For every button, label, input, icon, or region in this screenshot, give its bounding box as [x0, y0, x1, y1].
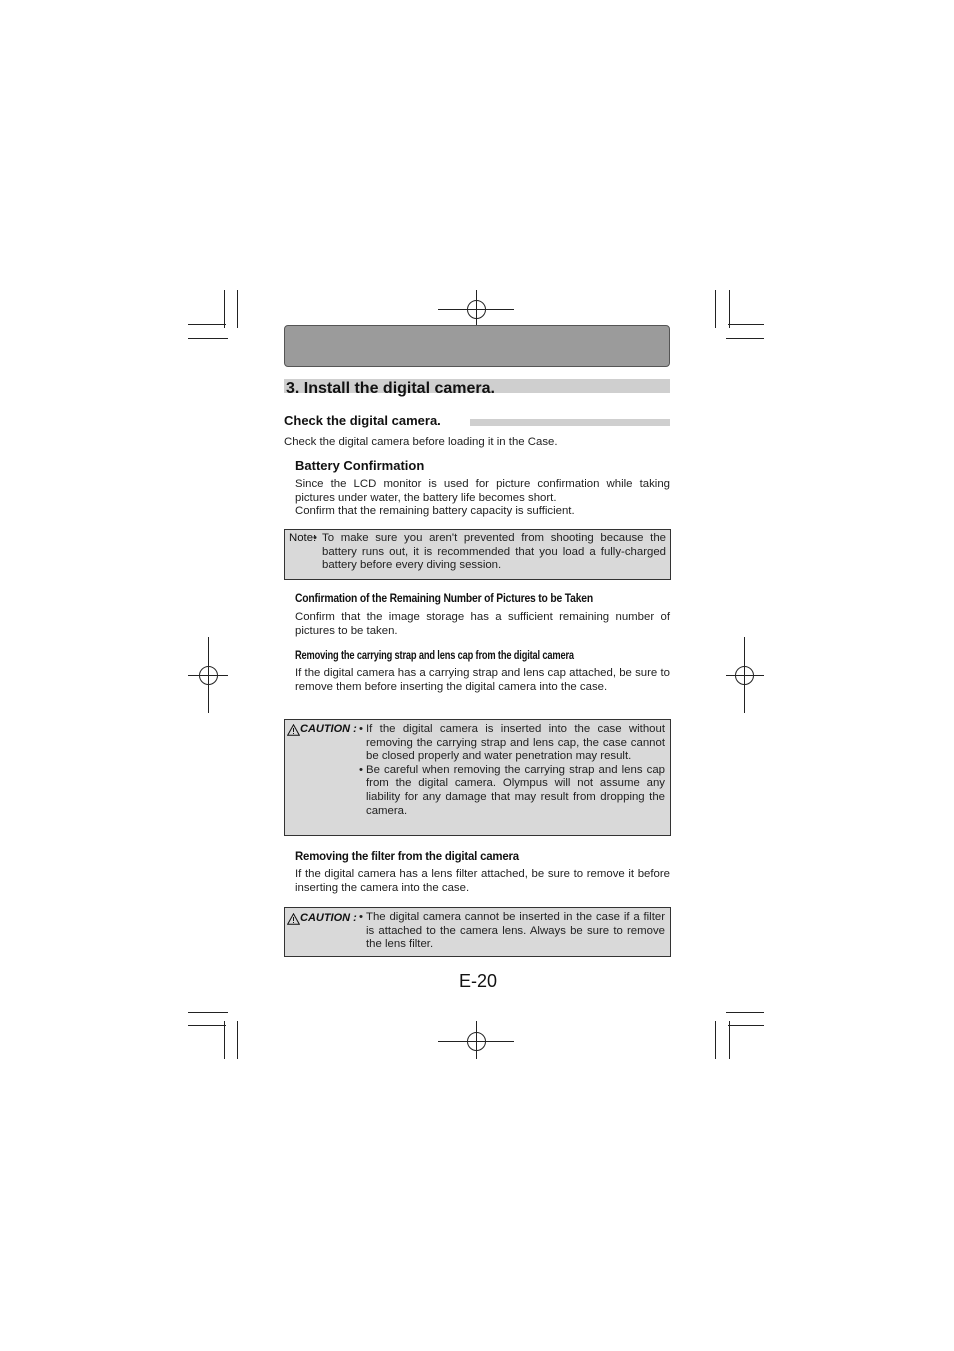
check-heading-bar — [470, 419, 670, 426]
section-title: 3. Install the digital camera. — [286, 380, 495, 397]
caution-box-1 — [284, 719, 671, 836]
caution-1-item-1: • If the digital camera is inserted into the case without removing the carrying strap and lens cap, the case cannot be closed properly and water penetration may result. — [359, 723, 665, 764]
remaining-body: Confirm that the image storage has a sufficient remaining number of pictures to be taken. — [295, 611, 670, 637]
caution-box-2 — [284, 907, 671, 957]
caution-1-item-2: • Be careful when removing the carrying strap and lens cap from the digital camera. Olympus will not assume any liability for any damage that may result from dropping the camera. — [359, 764, 665, 818]
filter-heading: Removing the filter from the digital camera — [295, 849, 519, 863]
battery-body-line-2: Confirm that the remaining battery capacity is sufficient. — [295, 505, 575, 518]
battery-body-line-1: Since the LCD monitor is used for picture confirmation while taking pictures under water, the battery life becomes short. — [295, 478, 670, 504]
caution-bullets-2 — [359, 911, 665, 952]
battery-body — [295, 478, 670, 519]
note-bullets — [321, 532, 666, 573]
remaining-heading: Confirmation of the Remaining Number of Pictures to be Taken — [295, 591, 593, 605]
filter-body: If the digital camera has a lens filter attached, be sure to remove it before inserting the camera into the case. — [295, 868, 670, 894]
note-box — [284, 529, 671, 580]
strap-body: If the digital camera has a carrying strap and lens cap attached, be sure to remove them before inserting the digital camera into the case. — [295, 667, 670, 693]
caution-bullets-1 — [359, 723, 665, 818]
battery-heading: Battery Confirmation — [295, 458, 425, 473]
check-body: Check the digital camera before loading it in the Case. — [284, 436, 558, 448]
strap-heading: Removing the carrying strap and lens cap from the digital camera — [295, 649, 574, 662]
warning-triangle-icon — [287, 723, 300, 741]
chapter-header-bar — [284, 325, 670, 367]
page-number: E-20 — [459, 971, 498, 991]
note-bullet-item: • To make sure you aren't prevented from shooting because the battery runs out, it is recommended that you load a fully-charged battery before every diving session. — [313, 532, 666, 573]
caution-2-item-1: • The digital camera cannot be inserted in the case if a filter is attached to the camera lens. Always be sure to remove the lens filter. — [359, 911, 665, 952]
note-label: Note: — [289, 532, 317, 544]
caution-label-1: CAUTION : — [300, 723, 357, 735]
caution-label-2: CAUTION : — [300, 912, 357, 924]
warning-triangle-icon — [287, 912, 300, 930]
check-heading: Check the digital camera. — [284, 413, 441, 428]
